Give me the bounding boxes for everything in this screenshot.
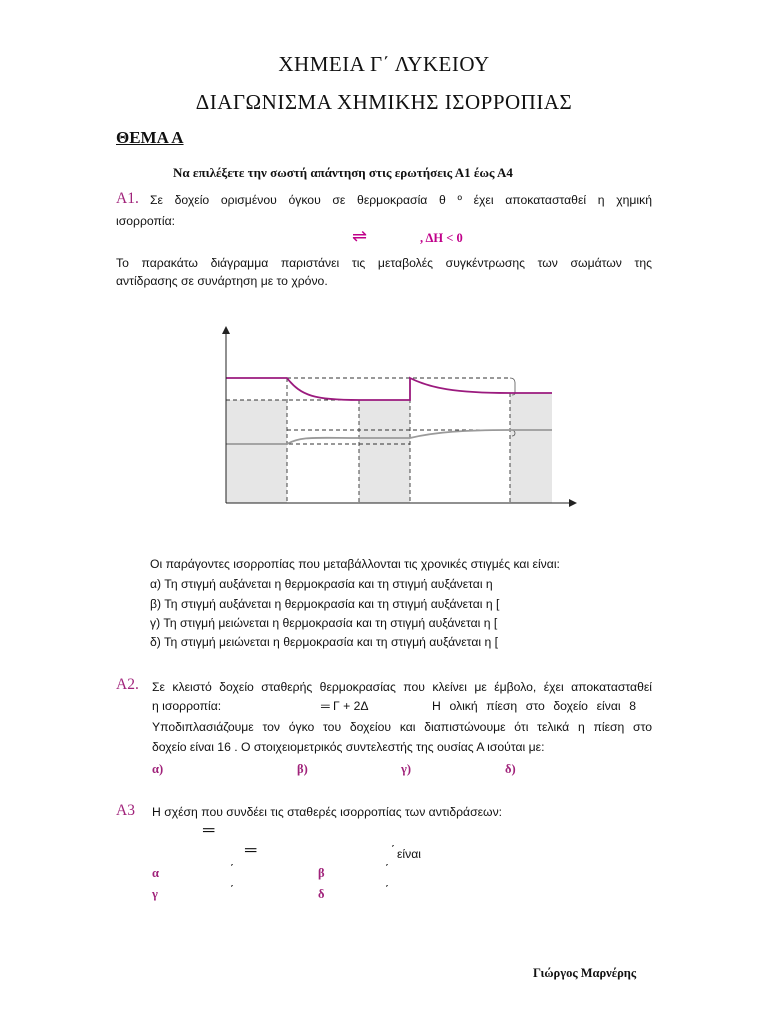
- a3-is-label: είναι: [397, 847, 421, 861]
- a1-option-c: γ) Τη στιγμή μειώνεται η θερμοκρασία και τη στιγμή αυξάνεται η [: [150, 616, 498, 630]
- shaded-region-1: [226, 400, 287, 503]
- a2-text-line1: Σε κλειστό δοχείο σταθερής θερμοκρασίας που κλείνει με έμβολο, έχει αποκατασταθεί: [152, 680, 652, 694]
- a2-option-a: α): [152, 762, 164, 776]
- question-label-a1: Α1.: [116, 190, 139, 207]
- a2-option-c: γ): [401, 762, 412, 776]
- question-label-a2: Α2.: [116, 676, 139, 693]
- shaded-region-2: [359, 400, 410, 503]
- a3-text-line1: Η σχέση που συνδέει τις σταθερές ισορροπίας των αντιδράσεων:: [152, 805, 503, 819]
- a2-text-line2a: η ισορροπία:: [152, 699, 222, 713]
- page-title: ΧΗΜΕΙΑ Γ΄ ΛΥΚΕΙΟΥ: [278, 52, 490, 76]
- a2-option-d: δ): [505, 762, 516, 776]
- author-name: Γιώργος Μαρνέρης: [533, 966, 637, 980]
- a3-tick: ΄: [391, 843, 396, 857]
- a3-option-b: β: [318, 866, 325, 880]
- a3-option-a: α: [152, 866, 159, 880]
- a1-text-line2: ισορροπία:: [116, 214, 176, 228]
- page-subtitle: ΔΙΑΓΩΝΙΣΜΑ ΧΗΜΙΚΗΣ ΙΣΟΡΡΟΠΙΑΣ: [195, 90, 573, 114]
- a1-option-d: δ) Τη στιγμή μειώνεται η θερμοκρασία και τη στιγμή αυξάνεται η [: [150, 635, 499, 649]
- a1-question: Οι παράγοντες ισορροπίας που μεταβάλλονται τις χρονικές στιγμές και είναι:: [150, 557, 560, 571]
- a1-option-a: α) Τη στιγμή αυξάνεται η θερμοκρασία και τη στιγμή αυξάνεται η: [150, 577, 493, 591]
- enthalpy-label: , ΔΗ < 0: [420, 231, 463, 245]
- a1-text-line1: Σε δοχείο ορισμένου όγκου σε θερμοκρασία θ º έχει αποκατασταθεί η χημική: [150, 193, 652, 207]
- section-title: ΘΕΜΑ Α: [116, 128, 184, 147]
- a3-option-c-tick: ΄: [230, 883, 235, 897]
- section-instruction: Να επιλέξετε την σωστή απάντηση στις ερωτήσεις Α1 έως Α4: [173, 165, 513, 180]
- equilibrium-arrow: ⇌: [352, 226, 368, 246]
- a3-option-a-tick: ΄: [230, 862, 235, 876]
- a3-option-c: γ: [152, 887, 158, 901]
- upper-curve: [226, 378, 552, 400]
- a1-text-line3: Το παρακάτω διάγραμμα παριστάνει τις μεταβολές συγκέντρωσης των σωμάτων της: [116, 256, 652, 270]
- a2-text-line2b: ═ Γ + 2Δ: [321, 699, 369, 713]
- a3-equation-2: ═: [245, 842, 257, 859]
- concentration-time-chart: [205, 320, 585, 515]
- shaded-region-3: [510, 393, 552, 503]
- a1-text-line4: αντίδρασης σε συνάρτηση με το χρόνο.: [116, 274, 328, 288]
- a3-option-d-tick: ΄: [385, 883, 390, 897]
- a2-option-b: β): [297, 762, 308, 776]
- a2-text-line3: Υποδιπλασιάζουμε τον όγκο του δοχείου και διαπιστώνουμε ότι τελικά η πίεση στο: [152, 720, 652, 734]
- a3-option-d: δ: [318, 887, 325, 901]
- a1-option-b: β) Τη στιγμή αυξάνεται η θερμοκρασία και τη στιγμή αυξάνεται η [: [150, 597, 500, 611]
- a2-text-line4: δοχείο είναι 16 . Ο στοιχειομετρικός συντελεστής της ουσίας Α ισούται με:: [152, 740, 545, 754]
- a3-option-b-tick: ΄: [385, 862, 390, 876]
- a3-equation-1: ═: [203, 822, 215, 839]
- question-label-a3: Α3: [116, 802, 135, 819]
- a2-text-line2c: Η ολική πίεση στο δοχείο είναι 8: [432, 699, 636, 713]
